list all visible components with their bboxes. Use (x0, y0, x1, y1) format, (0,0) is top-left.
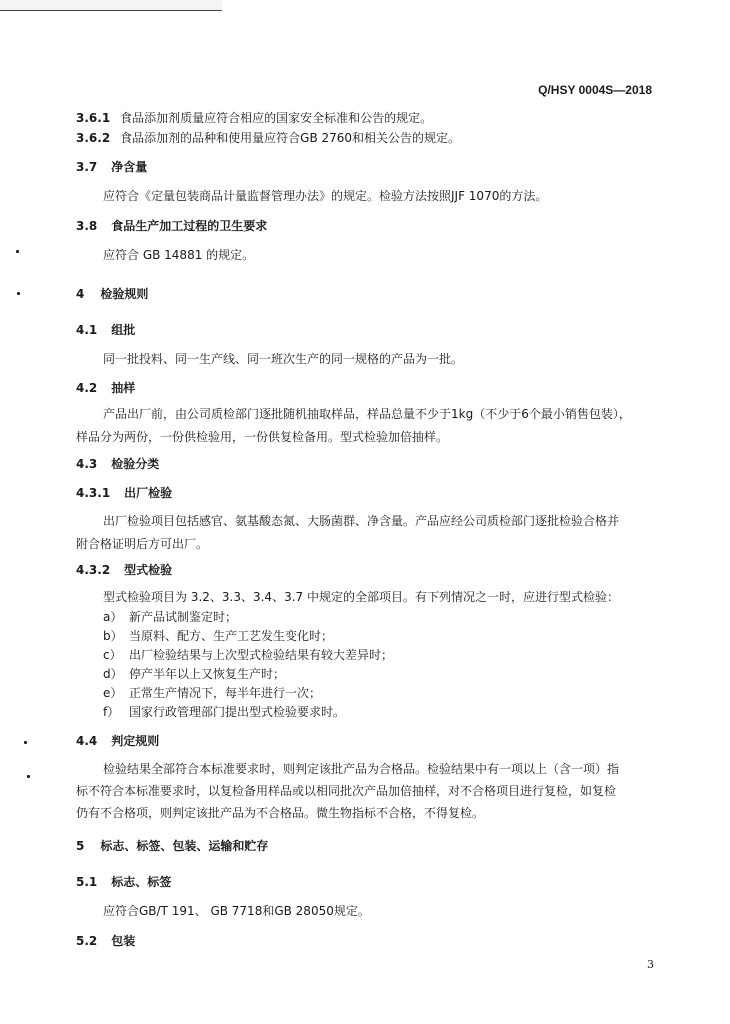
heading-number: 4.3.2 (76, 563, 111, 577)
heading-title: 判定规则 (111, 734, 160, 748)
heading-number: 5 (76, 839, 85, 853)
heading-number: 4.3 (76, 457, 98, 471)
heading-number: 4.4 (76, 734, 98, 748)
scan-speck (16, 250, 19, 253)
list-item (103, 685, 321, 701)
list-text: 正常生产情况下，每半年进行一次； (129, 686, 322, 700)
list-text: 出厂检验结果与上次型式检验结果有较大差异时； (129, 648, 394, 662)
paragraph-4-3-1-line2: 附合格证明后方可出厂。 (76, 537, 209, 551)
clause-number: 3.6.1 (76, 111, 111, 125)
list-marker: d） (103, 667, 123, 681)
list-marker: e） (103, 686, 123, 700)
heading-4-3-1 (76, 485, 172, 501)
paragraph-4-1: 同一批投料、同一生产线、同一班次生产的同一规格的产品为一批。 (103, 352, 464, 366)
paragraph-4-4-line3: 仍有不合格项，则判定该批产品为不合格品。微生物指标不合格，不得复检。 (76, 806, 485, 820)
paragraph-4-4-line1: 检验结果全部符合本标准要求时，则判定该批产品为合格品。检验结果中有一项以上（含一项）指 (103, 762, 620, 776)
clause-text: 食品添加剂的品种和使用量应符合GB 2760和相关公告的规定。 (120, 131, 461, 145)
paragraph-4-3-1-line1: 出厂检验项目包括感官、氨基酸态氮、大肠菌群、净含量。产品应经公司质检部门逐批检验合格并 (103, 514, 620, 528)
paragraph-4-3-2: 型式检验项目为 3.2、3.3、3.4、3.7 中规定的全部项目。有下列情况之一时，应进行型式检验： (103, 590, 619, 604)
paragraph-3-8: 应符合 GB 14881 的规定。 (103, 248, 255, 262)
scan-speck (27, 775, 30, 778)
heading-5-2 (76, 933, 135, 949)
list-marker: b） (103, 629, 123, 643)
clause-3-6-2 (76, 130, 460, 146)
heading-title: 净含量 (111, 160, 148, 174)
list-text: 新产品试制鉴定时； (129, 610, 238, 624)
list-item (103, 647, 393, 663)
heading-number: 4 (76, 287, 85, 301)
paragraph-4-2-line2: 样品分为两份，一份供检验用，一份供复检备用。型式检验加倍抽样。 (76, 430, 449, 444)
list-item (103, 628, 333, 644)
heading-title: 型式检验 (124, 563, 173, 577)
heading-title: 组批 (111, 323, 136, 337)
heading-title: 包装 (111, 934, 136, 948)
scan-speck (17, 292, 20, 295)
heading-4-4 (76, 733, 159, 749)
standard-code: Q/HSY 0004S—2018 (538, 83, 652, 97)
heading-5 (76, 838, 268, 854)
list-marker: c） (103, 648, 122, 662)
heading-number: 4.3.1 (76, 486, 111, 500)
heading-number: 5.1 (76, 875, 98, 889)
clause-3-6-1 (76, 110, 432, 126)
scan-edge (0, 0, 222, 11)
list-item (103, 704, 345, 720)
list-text: 国家行政管理部门提出型式检验要求时。 (129, 705, 346, 719)
heading-number: 3.7 (76, 160, 98, 174)
paragraph-4-4-line2: 标不符合本标准要求时，以复检备用样品或以相同批次产品加倍抽样，对不合格项目进行复检，如复检 (76, 784, 617, 798)
heading-number: 4.1 (76, 323, 98, 337)
heading-4-3-2 (76, 562, 172, 578)
heading-3-7 (76, 159, 147, 175)
paragraph-5-1: 应符合GB/T 191、 GB 7718和GB 28050规定。 (103, 904, 370, 918)
heading-4 (76, 286, 148, 302)
clause-number: 3.6.2 (76, 131, 111, 145)
list-marker: f） (103, 705, 120, 719)
heading-4-3 (76, 456, 159, 472)
page-number: 3 (647, 958, 654, 971)
heading-number: 3.8 (76, 219, 98, 233)
heading-3-8 (76, 218, 267, 234)
heading-5-1 (76, 874, 171, 890)
heading-title: 检验规则 (100, 287, 149, 301)
heading-4-1 (76, 322, 135, 338)
scan-speck (24, 741, 27, 744)
faint-bleed-through (698, 440, 716, 550)
list-marker: a） (103, 610, 123, 624)
heading-title: 检验分类 (111, 457, 160, 471)
heading-title: 食品生产加工过程的卫生要求 (111, 219, 268, 233)
heading-title: 标志、标签、包装、运输和贮存 (100, 839, 269, 853)
list-item (103, 666, 285, 682)
heading-title: 出厂检验 (124, 486, 173, 500)
heading-title: 标志、标签 (111, 875, 172, 889)
heading-number: 5.2 (76, 934, 98, 948)
heading-4-2 (76, 380, 135, 396)
heading-number: 4.2 (76, 381, 98, 395)
list-text: 停产半年以上又恢复生产时； (129, 667, 286, 681)
heading-title: 抽样 (111, 381, 136, 395)
list-text: 当原料、配方、生产工艺发生变化时； (129, 629, 334, 643)
paragraph-4-2-line1: 产品出厂前，由公司质检部门逐批随机抽取样品，样品总量不少于1kg（不少于6个最小销售包装）， (103, 407, 631, 421)
list-item (103, 609, 237, 625)
clause-text: 食品添加剂质量应符合相应的国家安全标准和公告的规定。 (120, 111, 433, 125)
paragraph-3-7: 应符合《定量包装商品计量监督管理办法》的规定。检验方法按照JJF 1070的方法。 (103, 189, 548, 203)
